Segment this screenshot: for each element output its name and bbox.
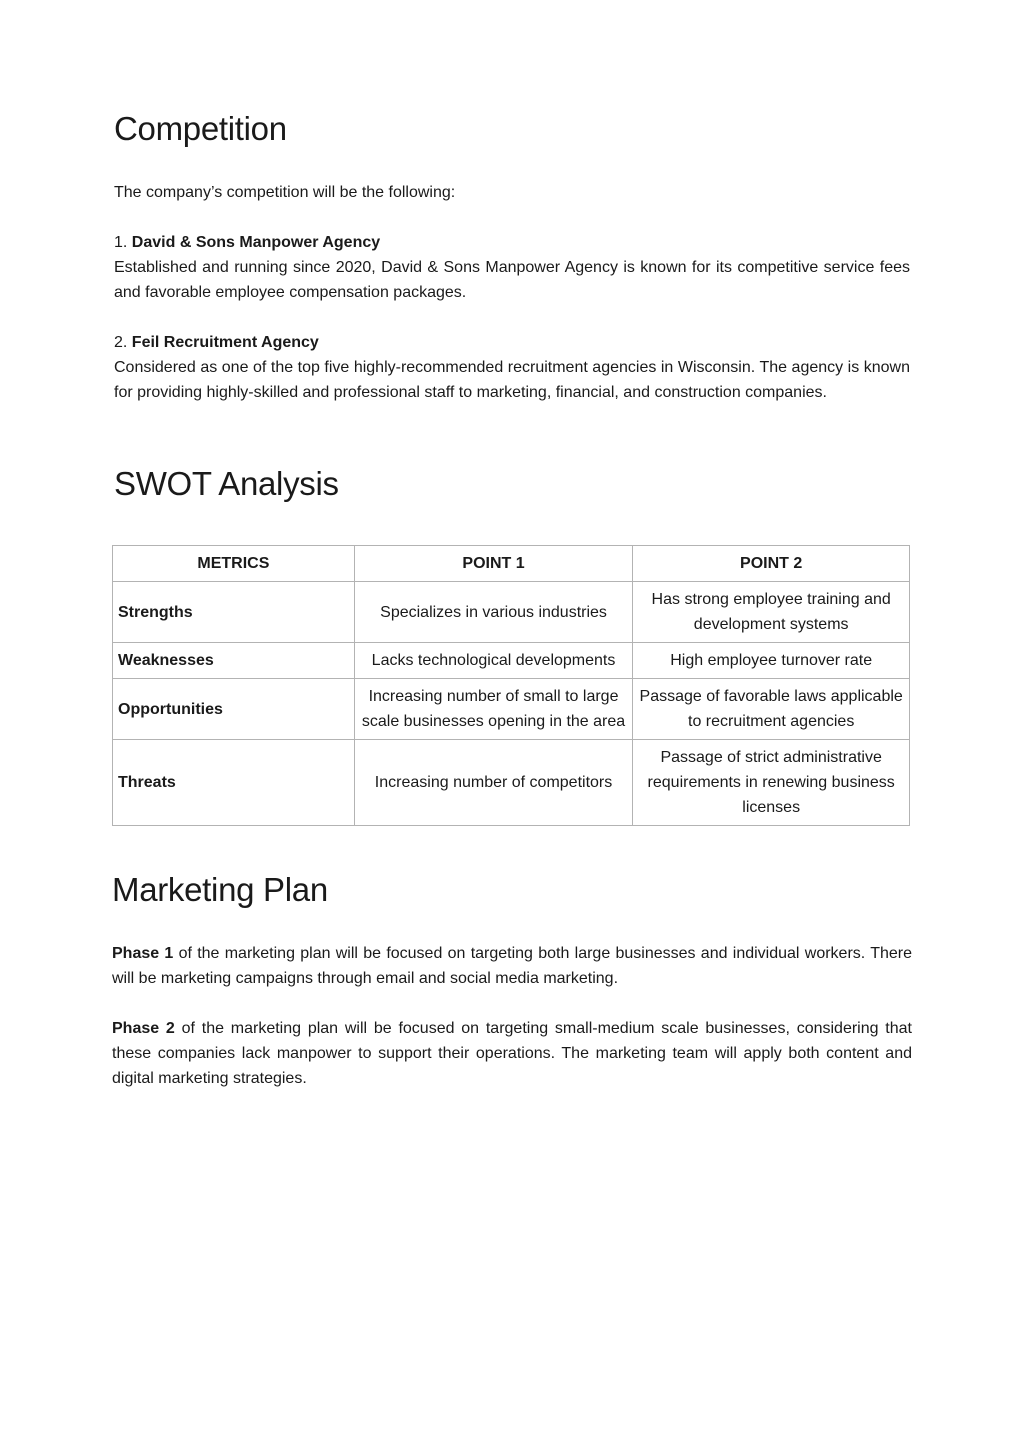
competitor-2-heading — [114, 330, 910, 355]
competition-heading: Competition — [114, 110, 287, 147]
marketing-phase-1 — [112, 941, 912, 991]
point-2-cell: Has strong employee training and development systems — [633, 582, 910, 643]
swot-heading: SWOT Analysis — [114, 465, 339, 502]
competitor-1-description: Established and running since 2020, David & Sons Manpower Agency is known for its competitive service fees and favorable employee compensation packages. — [114, 259, 910, 301]
competitor-1-name: David & Sons Manpower Agency — [131, 234, 381, 251]
point-1-cell: Lacks technological developments — [354, 643, 633, 679]
competitor-1-number: 1. — [114, 234, 128, 251]
competitor-2-number: 2. — [114, 334, 128, 351]
point-1-cell: Specializes in various industries — [354, 582, 633, 643]
metric-cell: Opportunities — [113, 679, 355, 740]
point-2-cell: Passage of strict administrative requirements in renewing business licenses — [633, 740, 910, 826]
header-metrics: METRICS — [113, 546, 355, 582]
metric-cell: Strengths — [113, 582, 355, 643]
competitor-2-description: Considered as one of the top five highly-recommended recruitment agencies in Wisconsin. The agency is known for providing highly-skilled and professional staff to marketing, financial, and construction companies. — [114, 359, 910, 401]
point-2-cell: High employee turnover rate — [633, 643, 910, 679]
table-row — [113, 740, 910, 826]
marketing-heading: Marketing Plan — [112, 871, 328, 908]
table-header-row — [113, 546, 910, 582]
table-row — [113, 643, 910, 679]
point-1-cell: Increasing number of competitors — [354, 740, 633, 826]
swot-table — [112, 545, 910, 826]
table-row — [113, 679, 910, 740]
phase-1-text: of the marketing plan will be focused on targeting both large businesses and individual workers. There will be marketing campaigns through email and social media marketing. — [112, 945, 912, 987]
header-point-1: POINT 1 — [354, 546, 633, 582]
competitor-1-heading — [114, 230, 910, 255]
point-2-cell: Passage of favorable laws applicable to recruitment agencies — [633, 679, 910, 740]
header-point-2: POINT 2 — [633, 546, 910, 582]
competitor-2-name: Feil Recruitment Agency — [131, 334, 319, 351]
phase-2-text: of the marketing plan will be focused on targeting small-medium scale businesses, considering that these companies lack manpower to support their operations. The marketing team will apply both content and digital marketing strategies. — [112, 1020, 912, 1087]
table-row — [113, 582, 910, 643]
metric-cell: Weaknesses — [113, 643, 355, 679]
phase-1-label: Phase 1 — [112, 945, 174, 962]
marketing-phase-2 — [112, 1016, 912, 1091]
metric-cell: Threats — [113, 740, 355, 826]
phase-2-label: Phase 2 — [112, 1020, 175, 1037]
competition-intro: The company’s competition will be the following: — [114, 184, 456, 201]
point-1-cell: Increasing number of small to large scale businesses opening in the area — [354, 679, 633, 740]
